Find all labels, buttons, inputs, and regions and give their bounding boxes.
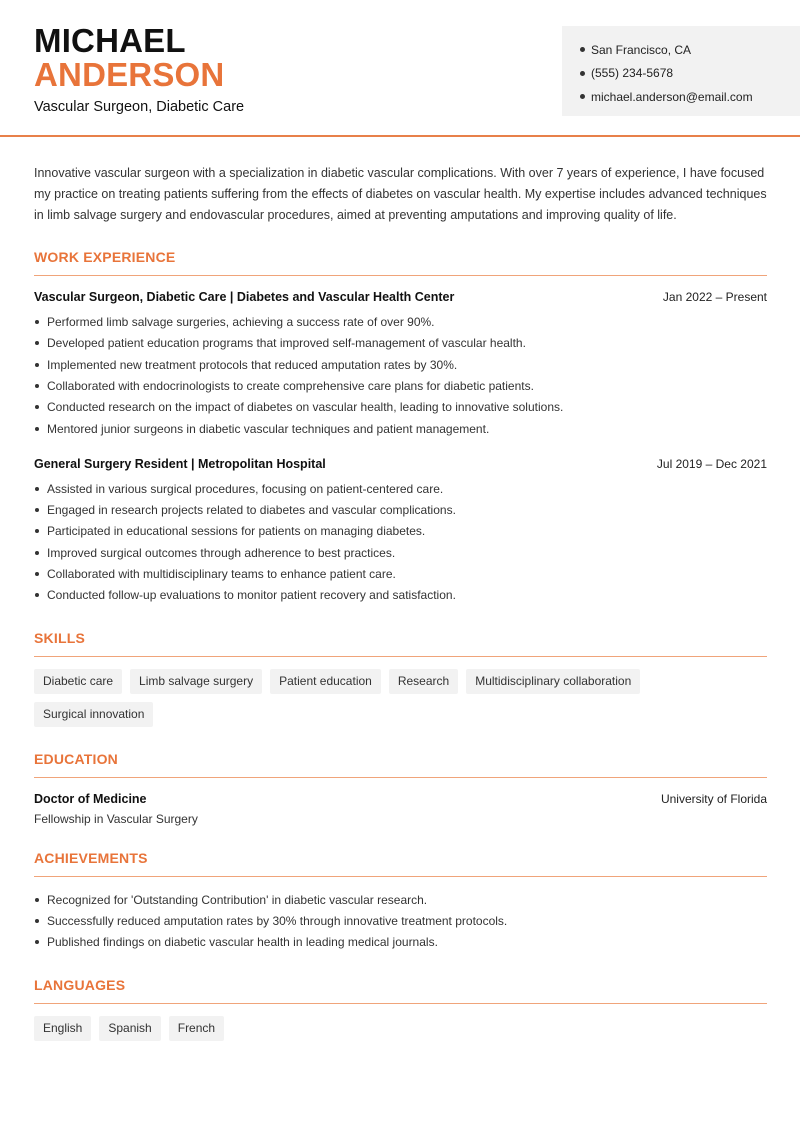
job-header [34,457,767,471]
achievement-text: Published findings on diabetic vascular health in leading medical journals. [47,935,438,950]
list-item [34,499,767,520]
list-item [34,521,767,542]
school: University of Florida [660,791,767,806]
bullet-text: Participated in educational sessions for patients on managing diabetes. [47,524,426,539]
bullet-icon [35,487,39,491]
bullet-icon [35,405,39,409]
list-item [34,478,767,499]
email-text: michael.anderson@email.com [591,89,753,104]
bullet-icon [35,940,39,944]
list-item [34,418,767,439]
skill-chip: Multidisciplinary collaboration [466,669,640,694]
languages-list [34,1016,767,1041]
contact-panel [562,26,800,116]
bullet-icon [580,94,585,99]
bullet-icon [35,898,39,902]
bullet-text: Performed limb salvage surgeries, achieving a success rate of over 90%. [47,315,435,330]
skill-chip: Diabetic care [34,669,122,694]
bullet-icon [35,572,39,576]
bullet-icon [580,47,585,52]
bullet-text: Collaborated with endocrinologists to create comprehensive care plans for diabetic patients. [47,378,534,393]
summary-paragraph: Innovative vascular surgeon with a specialization in diabetic vascular complications. With over 7 years of experience, I have focused my practice on treating patients suffering from the effects of diabetes on vascular health. My expertise includes advanced techniques in limb salvage surgery and endovascular procedures, aimed at preventing amputations and improving quality of life. [34,166,767,222]
bullet-icon [580,71,585,76]
list-item [34,932,767,953]
bullet-text: Implemented new treatment protocols that reduced amputation rates by 30%. [47,357,458,372]
contact-location [580,38,800,62]
list-item [34,889,767,910]
degree: Doctor of Medicine [34,791,147,806]
last-name: ANDERSON [34,56,225,93]
achievements-list [34,889,767,953]
language-chip: English [34,1016,91,1041]
bullet-icon [35,363,39,367]
resume-body [34,163,767,1041]
bullet-icon [35,593,39,597]
list-item [34,333,767,354]
bullet-text: Collaborated with multidisciplinary teams to enhance patient care. [47,567,396,581]
list-item [34,375,767,396]
skill-chip: Patient education [270,669,381,694]
list-item [34,585,767,606]
bullet-icon [35,529,39,533]
list-item [34,354,767,375]
bullet-text: Developed patient education programs that improved self-management of vascular health. [47,336,526,351]
section-title-education: EDUCATION [34,751,767,778]
bullet-text: Assisted in various surgical procedures, focusing on patient-centered care. [47,481,444,496]
job-entry [34,290,767,439]
language-chip: French [169,1016,224,1041]
list-item [34,542,767,563]
skills-list [34,669,767,727]
professional-title: Vascular Surgeon, Diabetic Care [34,99,245,115]
job-bullets [34,478,767,606]
list-item [34,563,767,584]
bullet-icon [35,919,39,923]
bullet-text: Conducted follow-up evaluations to monitor patient recovery and satisfaction. [47,588,456,603]
job-role: General Surgery Resident | Metropolitan Hospital [34,457,326,472]
contact-email [580,85,800,109]
section-title-achievements: ACHIEVEMENTS [34,850,767,877]
list-item [34,910,767,931]
bullet-icon [35,508,39,512]
job-bullets [34,311,767,439]
skill-chip: Surgical innovation [34,702,153,727]
phone-text: (555) 234-5678 [591,66,674,81]
bullet-icon [35,320,39,324]
achievement-text: Successfully reduced amputation rates by 30% through innovative treatment protocols. [47,913,508,928]
section-title-work: WORK EXPERIENCE [34,249,767,276]
list-item [34,311,767,332]
skill-chip: Research [389,669,458,694]
location-text: San Francisco, CA [591,42,692,57]
achievement-text: Recognized for 'Outstanding Contribution' in diabetic vascular research. [47,892,428,907]
education-detail: Fellowship in Vascular Surgery [34,811,198,826]
job-header [34,290,767,304]
education-entry [34,792,767,806]
bullet-icon [35,341,39,345]
language-chip: Spanish [99,1016,160,1041]
job-entry [34,457,767,606]
job-dates: Jan 2022 – Present [662,290,767,305]
bullet-text: Engaged in research projects related to diabetes and vascular complications. [47,503,456,518]
bullet-icon [35,427,39,431]
job-dates: Jul 2019 – Dec 2021 [656,457,767,472]
section-title-skills: SKILLS [34,630,767,657]
first-name: MICHAEL [34,22,186,59]
bullet-text: Mentored junior surgeons in diabetic vascular techniques and patient management. [47,421,490,436]
skill-chip: Limb salvage surgery [130,669,262,694]
bullet-text: Improved surgical outcomes through adherence to best practices. [47,545,396,560]
bullet-icon [35,551,39,555]
bullet-text: Conducted research on the impact of diabetes on vascular health, leading to innovative solutions. [47,400,564,415]
bullet-icon [35,384,39,388]
list-item [34,397,767,418]
resume-header [0,0,800,137]
job-role: Vascular Surgeon, Diabetic Care | Diabetes and Vascular Health Center [34,290,455,305]
contact-phone [580,62,800,86]
section-title-languages: LANGUAGES [34,977,767,1004]
